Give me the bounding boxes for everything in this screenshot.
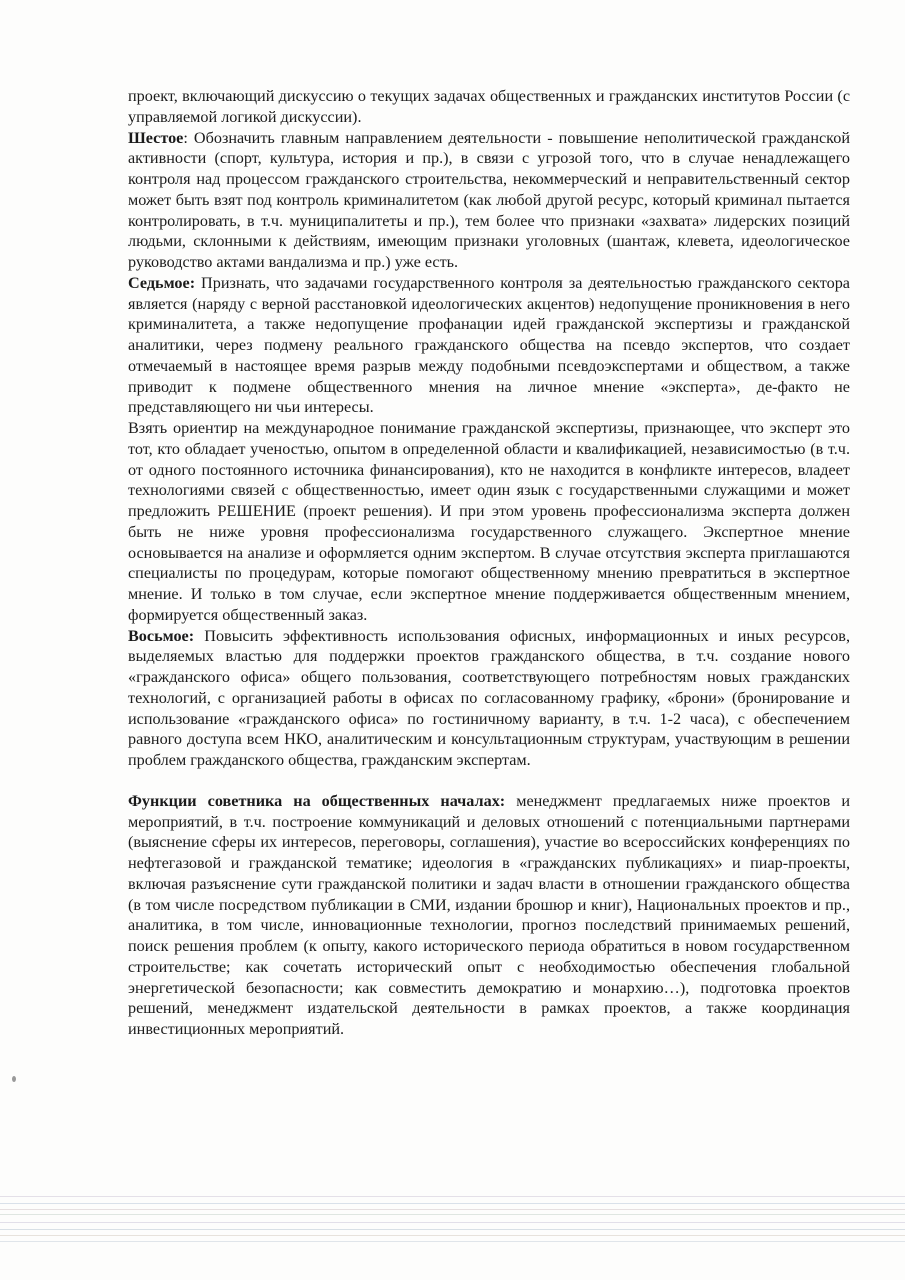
scan-line [0,1214,905,1215]
scan-line [0,1209,905,1210]
scan-line [0,1203,905,1204]
paragraph-eighth-text: Повысить эффективность использования офисных, информационных и иных ресурсов, выделяемых властью для поддержки проектов гражданского общества, в т.ч. создание нового «гражданского офиса» общего пользования, соответствующего потребностям новых гражданских технологий, с организацией работы в офисах по согласованному графику, «брони» (бронирование и использование «гражданского офиса» по гостиничному варианту, в т.ч. 1-2 часа), с обеспечением равного доступа всем НКО, аналитическим и консультационным структурам, участвующим в решении проблем гражданского общества, гражданским экспертам. [128,626,850,769]
paragraph-intro [128,86,850,128]
paragraph-sixth-text: : Обозначить главным направлением деятельности - повышение неполитической гражданской активности (спорт, культура, история и пр.), в связи с угрозой того, что в случае ненадлежащего контроля над процессом гражданского строительства, некоммерческий и неправительственный сектор может быть взят под контроль криминалитетом (как любой другой ресурс, который криминал пытается контролировать, в т.ч. муниципалитеты и пр.), тем более что признаки «захвата» лидерских позиций людьми, склонными к действиям, имеющим признаки уголовных (шантаж, клевета, идеологическое руководство актами вандализма и пр.) уже есть. [128,128,850,271]
heading-seventh: Седьмое: [128,273,196,292]
scan-speck [12,1076,16,1082]
paragraph-intro-text: проект, включающий дискуссию о текущих задачах общественных и гражданских институтов России (с управляемой логикой дискуссии). [128,87,850,126]
paragraph-seventh [128,273,850,418]
paragraph-seventh-text: Признать, что задачами государственного контроля за деятельностью гражданского сектора является (наряду с верной расстановкой идеологических акцентов) недопущение проникновения в него криминалитета, а также недопущение профанации идей гражданской экспертизы и гражданской аналитики, через подмену реального гражданского общества на псевдо экспертов, что создает отмечаемый в настоящее время разрыв между подобными псевдоэкспертами и обществом, а также приводит к подмене общественного мнения на личное мнение «эксперта», де-факто не представляющего ни чьи интересы. [128,273,850,417]
paragraph-eighth [128,626,850,771]
paragraph-expertise-text: Взять ориентир на международное понимание гражданской экспертизы, признающее, что эксперт это тот, кто обладает ученостью, опытом в определенной области и квалификацией, независимостью (в т.ч. от одного постоянного источника финансирования), кто не находится в конфликте интересов, владеет технологиями связей с общественностью, имеет один язык с государственными служащими и может предложить РЕШЕНИЕ (проект решения). И при этом уровень профессионализма эксперта должен быть не ниже уровня профессионализма государственного служащего. Экспертное мнение основывается на анализе и оформляется одним экспертом. В случае отсутствия эксперта приглашаются специалисты по процедурам, которые помогают общественному мнению превратиться в экспертное мнение. И только в том случае, если экспертное мнение поддерживается общественным мнением, формируется общественный заказ. [128,419,850,624]
heading-eighth: Восьмое: [128,626,195,645]
heading-sixth: Шестое [128,128,184,147]
document-body [128,86,850,1040]
scan-line [0,1196,905,1197]
paragraph-functions [128,791,850,1040]
scan-line [0,1222,905,1223]
paragraph-sixth [128,128,850,273]
paragraph-functions-text: менеджмент предлагаемых ниже проектов и мероприятий, в т.ч. построение коммуникаций и деловых отношений с потенциальными партнерами (выяснение сферы их интересов, переговоры, соглашения), участие во всероссийских конференциях по нефтегазовой и гражданской тематике; идеология в «гражданских публикациях» и пиар-проекты, включая разъяснение сути гражданской политики и задач власти в отношении гражданского общества (в том числе посредством публикации в СМИ, издании брошюр и книг), Национальных проектов и пр., аналитика, в том числе, инновационные технологии, прогноз последствий принимаемых решений, поиск решения проблем (к опыту, какого исторического периода обратиться в новом государственном строительстве; как сочетать исторический опыт с необходимостью обеспечения глобальной энергетической безопасности; как совместить демократию и монархию…), подготовка проектов решений, менеджмент издательской деятельности в рамках проектов, а также координация инвестиционных мероприятий. [128,791,850,1038]
heading-functions: Функции советника на общественных началах: [128,791,506,810]
scan-line [0,1241,905,1242]
paragraph-expertise [128,418,850,626]
scan-line [0,1235,905,1236]
scan-line [0,1229,905,1230]
